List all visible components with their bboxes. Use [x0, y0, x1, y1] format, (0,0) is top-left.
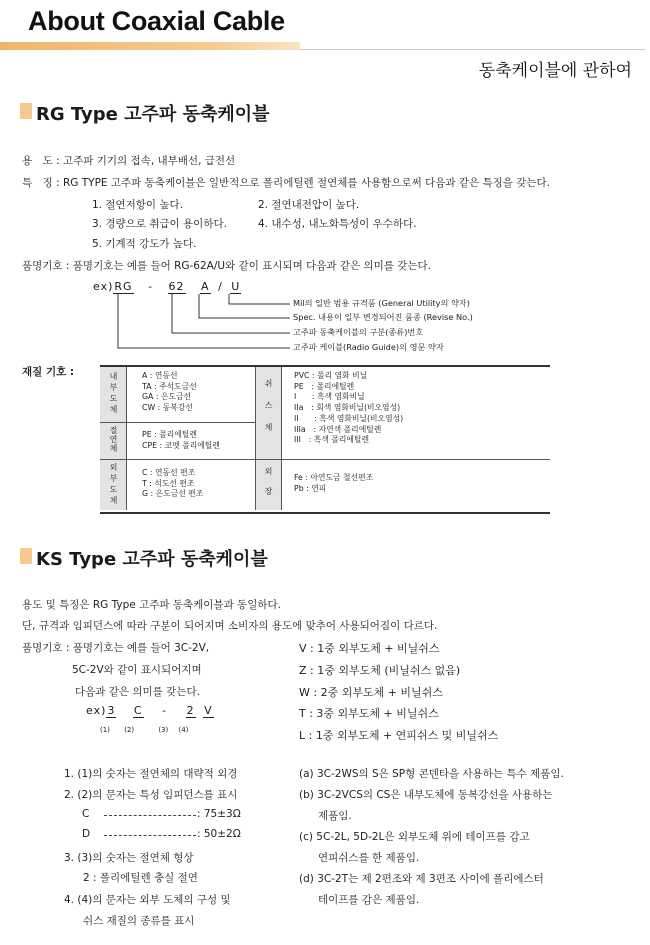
ks-remark-d: (d) 3C-2T는 제 2편조와 제 3편조 사이에 폴리에스터	[299, 873, 544, 885]
page-subtitle: 동축케이블에 관하여	[478, 61, 632, 81]
armor-items: Fe : 아연도금 철선편조 Pb : 연피	[294, 473, 374, 493]
ks-remark-c2: 연피쉬스를 한 제품임.	[318, 852, 420, 864]
ks-note-3: 3. (3)의 숫자는 절연체 형상	[64, 852, 194, 864]
ks-section-heading: KS Type 고주파 동축케이블	[36, 549, 268, 570]
leader-line	[104, 815, 196, 816]
rg-feature-2: 2. 절연내전압이 높다.	[258, 199, 360, 211]
ks-note-4: 4. (4)의 문자는 외부 도체의 구성 및	[64, 894, 231, 906]
ks-type-z: Z : 1중 외부도체 (비닐쉬스 없음)	[299, 664, 461, 677]
ks-note-1: 1. (1)의 숫자는 절연체의 대략적 외경	[64, 768, 238, 780]
example-prefix: ex)	[93, 280, 114, 293]
legend-radio-guide: 고주파 케이블(Radio Guide)의 영문 약자	[293, 342, 444, 352]
code-part-slash: /	[218, 280, 223, 293]
insulator-items: PE : 폴리에틸렌 CPE : 코멧 폴리에틸렌	[142, 430, 220, 450]
legend-number: 고주파 동축케이블의 구분(종류)번호	[293, 327, 424, 337]
ks-note-d-value: : 50±2Ω	[197, 828, 241, 840]
ks-note-d-label: D	[82, 828, 91, 840]
inner-conductor-label: 내부도체	[109, 372, 118, 416]
rg-feature-3: 3. 경량으로 취급이 용이하다.	[92, 218, 227, 230]
ks-note-4b: 쉬스 재질의 종류를 표시	[83, 915, 195, 927]
sheath-items: PVC : 폴리 염화 비닐 PE : 폴리에틸렌 I : 흑색 염화비닐 IIa : 회색 염화비닐(비오염성) II : 흑색 염화비닐(비오염성) IIIa : 자연색 폴리에틸렌 III : 흑색 폴리에틸렌	[294, 371, 404, 445]
ks-example-numbers: (1) (2) (3) (4)	[100, 726, 189, 734]
ks-naming-1: 품명기호 : 품명기호는 예를 들어 3C-2V,	[22, 642, 210, 654]
legend-utility: Mil의 일반 범용 규격품 (General Utility의 약자)	[293, 298, 470, 308]
code-part-number: 62	[168, 280, 185, 293]
ks-remark-b: (b) 3C-2VCS의 CS은 내부도체에 동복강선을 사용하는	[299, 789, 553, 801]
rg-naming: 품명기호 : 품명기호는 예를 들어 RG-62A/U와 같이 표시되며 다음과 같은 의미를 갖는다.	[22, 260, 432, 272]
inner-conductor-items: A : 연동선 TA : 주석도금선 GA : 은도금선 CW : 동복강선	[142, 371, 197, 413]
page-title: About Coaxial Cable	[28, 6, 285, 36]
ks-type-v: V : 1중 외부도체 + 비닐쉬스	[299, 642, 440, 655]
section-marker-icon	[20, 548, 32, 564]
ks-type-w: W : 2중 외부도체 + 비닐쉬스	[299, 686, 443, 699]
ks-paragraph-1: 용도 및 특징은 RG Type 고주파 동축케이블과 동일하다.	[22, 599, 281, 611]
ks-naming-2: 5C-2V와 같이 표시되어지며	[72, 664, 202, 676]
rg-usage: 용 도 : 고주파 기기의 접속, 내부배선, 급전선	[22, 155, 236, 167]
insulator-label: 절연체	[109, 426, 118, 453]
ks-note-c-label: C	[82, 808, 90, 820]
ks-remark-c: (c) 5C-2L, 5D-2L은 외부도체 위에 테이프를 감고	[299, 831, 530, 843]
ks-type-t: T : 3중 외부도체 + 비닐쉬스	[299, 707, 439, 720]
ks-type-l: L : 1중 외부도체 + 연피쉬스 및 비닐쉬스	[299, 729, 499, 742]
ks-code-construction: V	[204, 704, 213, 717]
ks-code-size: 3	[107, 704, 116, 717]
sheath-label: 쉬스체	[264, 379, 273, 445]
ks-note-2: 2. (2)의 문자는 특성 임피던스를 표시	[64, 789, 238, 801]
material-table	[100, 365, 550, 514]
ks-note-3b: 2 : 폴리에틸렌 충실 절연	[83, 872, 198, 884]
code-part-dash: -	[148, 280, 154, 293]
ks-code-dash: -	[162, 704, 168, 717]
code-part-revise: A	[201, 280, 210, 293]
leader-line	[104, 835, 196, 836]
rg-feature-5: 5. 기계적 강도가 높다.	[92, 238, 197, 250]
ks-example-code: ex)3 C - 2 V	[86, 704, 213, 717]
armor-label: 외장	[264, 467, 273, 507]
rg-feature: 특 징 : RG TYPE 고주파 동축케이블은 일반적으로 폴리에틸렌 절연체를 사용함으로써 다음과 같은 특징을 갖는다.	[22, 177, 550, 189]
outer-conductor-label: 외부도체	[109, 463, 118, 507]
legend-line-number	[172, 294, 290, 333]
rg-section-heading: RG Type 고주파 동축케이블	[36, 104, 270, 125]
rg-feature-1: 1. 절연저항이 높다.	[92, 199, 184, 211]
legend-line-revise	[199, 294, 290, 318]
ks-paragraph-2: 단, 규격과 임피던스에 따라 구분이 되어지며 소비자의 용도에 맞추어 사용되어짐이 다르다.	[22, 620, 438, 632]
legend-line-utility	[229, 294, 290, 304]
rg-feature-4: 4. 내수성, 내노화특성이 우수하다.	[258, 218, 417, 230]
legend-revise: Spec. 내용이 일부 변경되어진 품종 (Revise No.)	[293, 312, 473, 322]
ks-remark-a: (a) 3C-2WS의 S은 SP형 콘덴타을 사용하는 특수 제품임.	[299, 768, 564, 780]
ks-naming-3: 다음과 같은 의미를 갖는다.	[75, 686, 200, 698]
code-part-rg: RG	[114, 280, 133, 293]
ks-remark-d2: 테이프를 감은 제품임.	[318, 894, 420, 906]
code-part-utility: U	[231, 280, 241, 293]
material-label: 재질 기호 :	[22, 366, 75, 378]
ks-code-shape: 2	[186, 704, 195, 717]
ks-note-c-value: : 75±3Ω	[197, 808, 241, 820]
outer-conductor-items: C : 연동선 편조 T : 석도선 편조 G : 은도금선 편조	[142, 468, 204, 499]
ks-code-impedance: C	[133, 704, 143, 717]
ks-remark-b2: 제품임.	[318, 810, 352, 822]
legend-line-rg	[118, 294, 290, 348]
